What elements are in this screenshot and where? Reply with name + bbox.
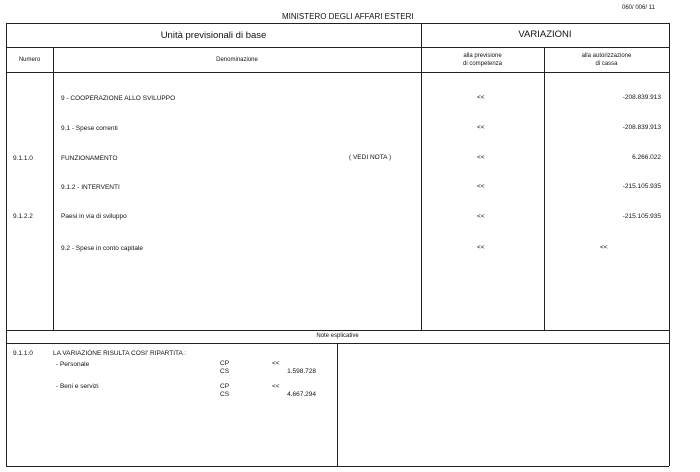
variazioni-header: VARIAZIONI	[518, 29, 572, 40]
row-denominazione: 9.1.2 - INTERVENTI	[61, 184, 120, 191]
row-cassa: -215.105.935	[622, 183, 661, 190]
row-denominazione: FUNZIONAMENTO	[61, 155, 118, 162]
note-cs-value: 4.667.294	[287, 391, 316, 398]
ministry-title: MINISTERO DEGLI AFFARI ESTERI	[282, 12, 414, 21]
note-cs-label: CS	[220, 368, 230, 375]
notes-intro: LA VARIAZIONE RISULTA COSI' RIPARTITA :	[53, 350, 187, 357]
row-cassa: <<	[600, 244, 608, 251]
note-cs-value: 1.598.728	[287, 368, 316, 375]
competenza-column-header: alla previsione di competenza	[462, 53, 503, 67]
note-item-label: - Personale	[56, 361, 90, 368]
row-denominazione: 9.2 - Spese in conto capitale	[61, 245, 144, 252]
row-numero: 9.1.1.0	[13, 155, 33, 162]
row-cassa: 6.266.022	[632, 154, 661, 161]
row-denominazione: 9 - COOPERAZIONE ALLO SVILUPPO	[61, 95, 176, 102]
row-competenza: <<	[477, 213, 485, 220]
notes-title: Note esplicative	[316, 333, 359, 339]
unita-header: Unità previsionali di base	[160, 30, 267, 41]
document-code: 060/ 006/ 11	[622, 5, 655, 11]
denominazione-column-header: Denominazione	[216, 57, 258, 63]
row-denominazione: Paesi in via di sviluppo	[61, 213, 127, 220]
row-cassa: -208.839.913	[622, 124, 661, 131]
notes-numero: 9.1.1.0	[13, 350, 33, 357]
row-competenza: <<	[477, 94, 485, 101]
row-competenza: <<	[477, 183, 485, 190]
note-item-label: - Beni e servizi	[56, 383, 99, 390]
numero-column-header: Numero	[18, 57, 41, 63]
row-cassa: -208.839.913	[622, 94, 661, 101]
note-cp-value: <<	[272, 360, 280, 367]
note-cp-label: CP	[220, 383, 230, 390]
row-cassa: -215.105.935	[622, 213, 661, 220]
row-nota: ( VEDI NOTA )	[349, 154, 392, 161]
note-cp-value: <<	[272, 383, 280, 390]
note-cp-label: CP	[220, 360, 230, 367]
row-denominazione: 9.1 - Spese correnti	[61, 125, 118, 132]
row-competenza: <<	[477, 154, 485, 161]
row-numero: 9.1.2.2	[13, 213, 33, 220]
note-cs-label: CS	[220, 391, 230, 398]
cassa-column-header: alla autorizzazione di cassa	[581, 53, 632, 67]
row-competenza: <<	[477, 124, 485, 131]
row-competenza: <<	[477, 244, 485, 251]
